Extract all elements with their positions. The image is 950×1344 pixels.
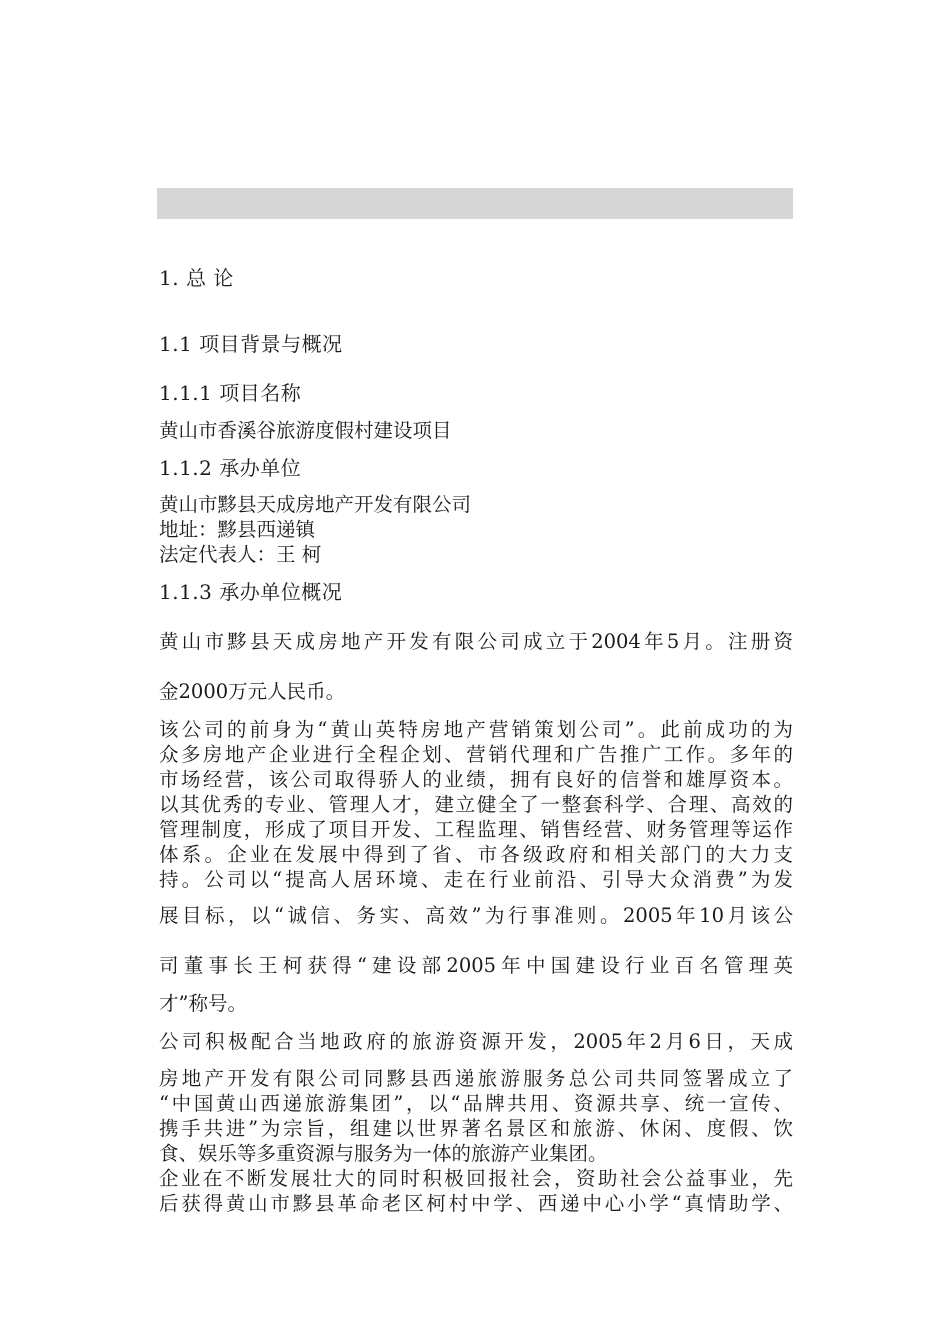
company-address: 地址：黟县西递镇	[159, 518, 316, 541]
section-heading-1-1-1: 1.1.1 项目名称	[159, 381, 302, 405]
paragraph-line: 公司积极配合当地政府的旅游资源开发，2005年2月6日，天成	[159, 1030, 793, 1053]
paragraph-line: 食、娱乐等多重资源与服务为一体的旅游产业集团。	[159, 1142, 608, 1165]
paragraph-line: “中国黄山西递旅游集团”，以“品牌共用、资源共享、统一宣传、	[159, 1092, 793, 1115]
paragraph-line: 房地产开发有限公司同黟县西递旅游服务总公司共同签署成立了	[159, 1067, 793, 1090]
section-heading-1-1-2: 1.1.2 承办单位	[159, 456, 302, 480]
paragraph-line: 金2000万元人民币。	[159, 680, 346, 703]
section-heading-1-1-3: 1.1.3 承办单位概况	[159, 580, 343, 604]
paragraph-line: 持。公司以“提高人居环境、走在行业前沿、引导大众消费”为发	[159, 868, 793, 891]
paragraph-line: 后获得黄山市黟县革命老区柯村中学、西递中心小学“真情助学、	[159, 1192, 793, 1215]
paragraph-line: 司董事长王柯获得“建设部2005年中国建设行业百名管理英	[159, 954, 793, 977]
section-heading-1-1: 1.1 项目背景与概况	[159, 332, 343, 356]
paragraph-line: 以其优秀的专业、管理人才，建立健全了一整套科学、合理、高效的	[159, 793, 793, 816]
company-name: 黄山市黟县天成房地产开发有限公司	[159, 493, 472, 516]
paragraph-line: 携手共进”为宗旨，组建以世界著名景区和旅游、休闲、度假、饮	[159, 1117, 793, 1140]
paragraph-line: 市场经营，该公司取得骄人的业绩，拥有良好的信誉和雄厚资本。	[159, 768, 793, 791]
chapter-title: 1. 总 论	[159, 266, 234, 290]
paragraph-line: 该公司的前身为“黄山英特房地产营销策划公司”。此前成功的为	[159, 718, 793, 741]
paragraph-line: 黄山市黟县天成房地产开发有限公司成立于2004年5月。注册资	[159, 630, 793, 653]
project-name: 黄山市香溪谷旅游度假村建设项目	[159, 419, 452, 442]
paragraph-line: 众多房地产企业进行全程企划、营销代理和广告推广工作。多年的	[159, 743, 793, 766]
paragraph-line: 展目标，以“诚信、务实、高效”为行事准则。2005年10月该公	[159, 904, 793, 927]
legal-representative: 法定代表人：王 柯	[159, 543, 322, 566]
paragraph-line: 企业在不断发展壮大的同时积极回报社会，资助社会公益事业，先	[159, 1167, 793, 1190]
paragraph-line: 才”称号。	[159, 992, 247, 1015]
paragraph-line: 管理制度，形成了项目开发、工程监理、销售经营、财务管理等运作	[159, 818, 793, 841]
paragraph-line: 体系。企业在发展中得到了省、市各级政府和相关部门的大力支	[159, 843, 793, 866]
header-bar	[157, 188, 793, 219]
